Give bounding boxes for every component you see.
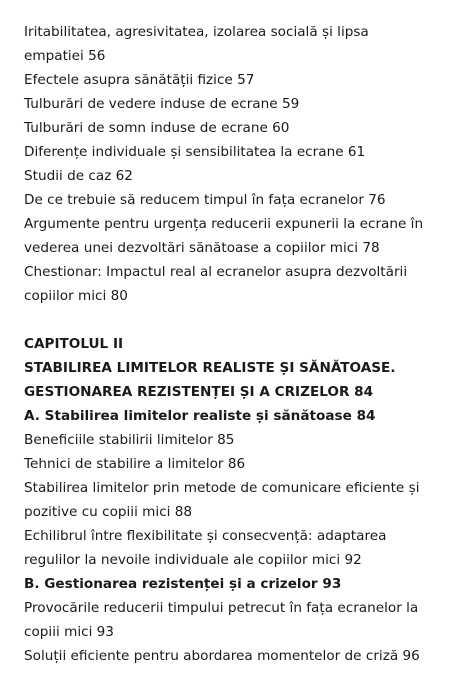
toc-entry-line: Diferențe individuale și sensibilitatea la ecrane 61 <box>24 144 366 160</box>
toc-entry <box>24 476 444 524</box>
toc-entry-line: copiii mici 93 <box>24 624 114 640</box>
toc-entry-line: empatiei 56 <box>24 48 106 64</box>
chapter-heading <box>24 332 444 404</box>
toc-entry-line: copiilor mici 80 <box>24 288 128 304</box>
toc-entry-line: De ce trebuie să reducem timpul în fața ecranelor 76 <box>24 192 386 208</box>
toc-entry <box>24 644 444 668</box>
toc-entry-line: Chestionar: Impactul real al ecranelor asupra dezvoltării <box>24 264 408 280</box>
section-spacer <box>24 308 444 332</box>
toc-entry <box>24 596 444 644</box>
chapter-title-line: GESTIONAREA REZISTENȚEI ȘI A CRIZELOR 84 <box>24 384 374 400</box>
toc-entry <box>24 524 444 572</box>
toc-entry <box>24 212 444 260</box>
toc-list-part1 <box>24 20 444 308</box>
toc-entry-line: Soluții eficiente pentru abordarea momentelor de criză 96 <box>24 648 420 664</box>
toc-entry <box>24 164 444 188</box>
toc-entry <box>24 188 444 212</box>
toc-entry-line: Stabilirea limitelor prin metode de comunicare eficiente și <box>24 480 420 496</box>
section-b <box>24 572 444 668</box>
toc-entry <box>24 428 444 452</box>
toc-entry-line: Studii de caz 62 <box>24 168 133 184</box>
toc-entry-line: pozitive cu copiii mici 88 <box>24 504 193 520</box>
toc-entry <box>24 68 444 92</box>
chapter-label: CAPITOLUL II <box>24 336 124 352</box>
section-heading: A. Stabilirea limitelor realiste și sănătoase 84 <box>24 408 376 424</box>
toc-entry-line: Tulburări de vedere induse de ecrane 59 <box>24 96 300 112</box>
toc-entry-line: Argumente pentru urgența reducerii expunerii la ecrane în <box>24 216 424 232</box>
toc-entry-line: vederea unei dezvoltări sănătoase a copiilor mici 78 <box>24 240 380 256</box>
toc-entry-line: Provocările reducerii timpului petrecut în fața ecranelor la <box>24 600 419 616</box>
toc-entry <box>24 452 444 476</box>
toc-entry <box>24 20 444 68</box>
toc-entry-line: regulilor la nevoile individuale ale copiilor mici 92 <box>24 552 362 568</box>
toc-entry-line: Tulburări de somn induse de ecrane 60 <box>24 120 290 136</box>
toc-entry-line: Iritabilitatea, agresivitatea, izolarea socială și lipsa <box>24 24 369 40</box>
toc-entry <box>24 260 444 308</box>
section-heading: B. Gestionarea rezistenței și a crizelor 93 <box>24 576 342 592</box>
toc-entry <box>24 92 444 116</box>
section-a <box>24 404 444 572</box>
toc-entry <box>24 140 444 164</box>
toc-page <box>24 20 444 668</box>
toc-entry-line: Tehnici de stabilire a limitelor 86 <box>24 456 246 472</box>
toc-entry-line: Beneficiile stabilirii limitelor 85 <box>24 432 235 448</box>
toc-entry-line: Efectele asupra sănătății fizice 57 <box>24 72 255 88</box>
chapter-title-line: STABILIREA LIMITELOR REALISTE ȘI SĂNĂTOASE. <box>24 360 396 376</box>
toc-entry-line: Echilibrul între flexibilitate și consecvență: adaptarea <box>24 528 387 544</box>
toc-entry <box>24 116 444 140</box>
